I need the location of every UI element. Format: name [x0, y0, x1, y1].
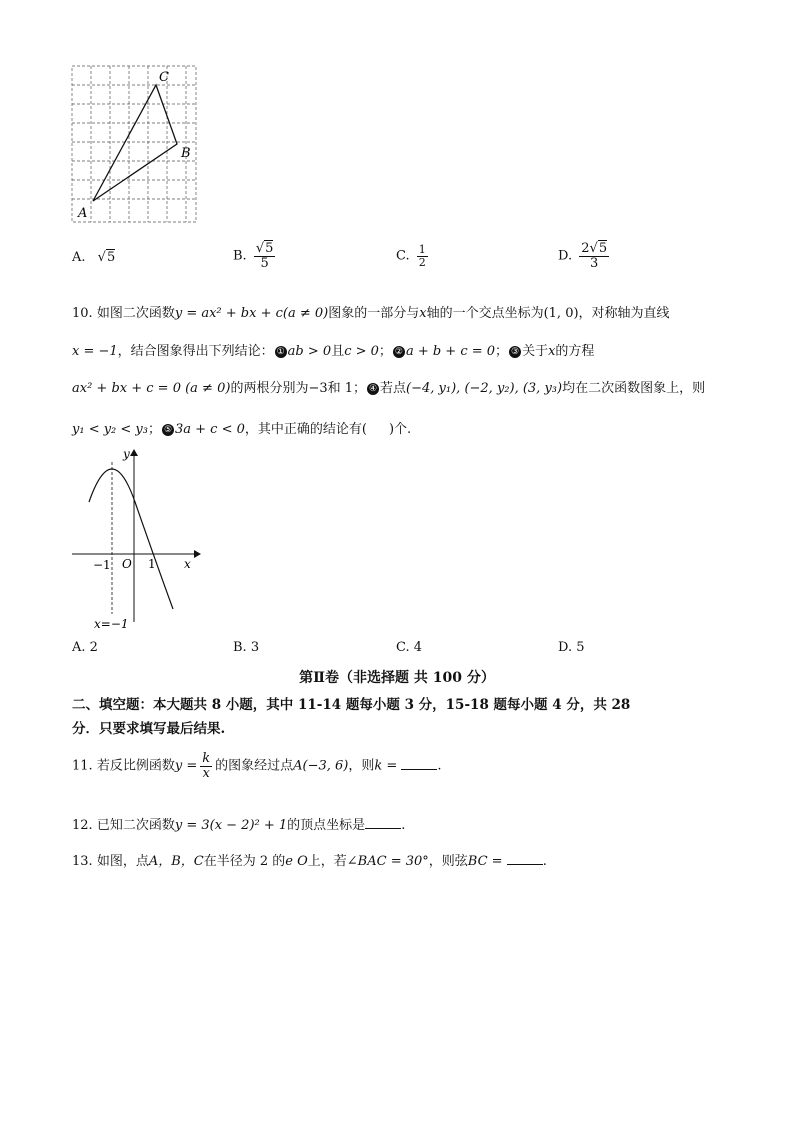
- points: A，B，C: [148, 854, 204, 869]
- inequality: c > 0: [344, 344, 379, 359]
- q10-option-b[interactable]: B. 3: [233, 640, 260, 655]
- question-number: 11.: [72, 758, 93, 774]
- q10-option-c[interactable]: C. 4: [396, 640, 423, 655]
- radicand: 5: [106, 250, 116, 265]
- text: 上，若: [307, 854, 347, 869]
- circled-number: ④: [368, 384, 378, 394]
- text: )个.: [388, 422, 412, 437]
- circled-number: ⑤: [163, 425, 173, 435]
- text: ，对称轴为直线: [578, 306, 670, 321]
- text: 且: [331, 344, 345, 359]
- circled-number: ①: [276, 347, 285, 357]
- question-11: [72, 752, 442, 780]
- symmetry-axis-label: x=−1: [94, 617, 129, 631]
- q10-option-d[interactable]: D. 5: [558, 640, 585, 655]
- text: ，则: [348, 758, 375, 774]
- q10-line-2: [72, 340, 594, 359]
- answer-blank[interactable]: [507, 852, 543, 865]
- sqrt-sign: √: [97, 250, 106, 265]
- q10-line-3: [72, 377, 705, 396]
- radicand: 5: [598, 241, 608, 256]
- q9-triangle-figure: [60, 60, 210, 230]
- point: A(−3, 6): [293, 758, 349, 774]
- text: 的方程: [555, 344, 595, 359]
- text: ，结合图象得出下列结论：: [117, 344, 274, 359]
- q9-option-d[interactable]: [558, 242, 612, 270]
- fraction: $\frac{2√5}{3}$: [581, 241, 608, 271]
- section-title: 第Ⅱ卷（非选择题 共 100 分）: [299, 670, 495, 686]
- fraction: $\frac{√5}{5}$: [255, 241, 274, 271]
- denominator: 5: [260, 255, 269, 271]
- text: 的图象经过点: [215, 758, 294, 774]
- y-axis-label: y: [123, 447, 130, 461]
- question-number: 10.: [72, 306, 93, 321]
- equation-lhs: y =: [174, 758, 198, 774]
- text: ，其中正确的结论有(: [244, 422, 367, 437]
- text: 的顶点坐标是: [287, 818, 366, 833]
- question-13: [72, 850, 547, 869]
- q9-option-a[interactable]: [72, 250, 115, 265]
- answer-blank[interactable]: [401, 757, 437, 770]
- inequality: y₁ < y₂ < y₃: [72, 422, 148, 437]
- x-axis-label: x: [184, 557, 191, 571]
- parabola-curve: [89, 469, 173, 609]
- variable: k =: [374, 758, 398, 774]
- equation: a + b + c = 0: [405, 344, 496, 359]
- equation: y = ax² + bx + c(a ≠ 0): [174, 306, 329, 321]
- triangle-abc: [93, 85, 177, 201]
- denominator: x: [202, 765, 210, 781]
- option-letter: A.: [72, 250, 86, 265]
- circled-number: ②: [394, 347, 403, 357]
- text: 若反比例函数: [96, 758, 175, 774]
- q9-option-c[interactable]: [396, 244, 431, 268]
- text: ；: [495, 344, 509, 359]
- text: ；: [147, 422, 161, 437]
- circle-label: e O: [285, 854, 308, 869]
- text: .: [401, 818, 406, 833]
- q10-line-4: [72, 418, 411, 437]
- fraction: [200, 752, 212, 780]
- inequality: 3a + c < 0: [175, 422, 245, 437]
- vertex-label-b: B: [181, 146, 191, 161]
- circled-number: ③: [511, 347, 520, 357]
- text: 和 1；: [327, 381, 367, 396]
- numerator: 1: [418, 243, 426, 256]
- text: 如图二次函数: [96, 306, 175, 321]
- section-heading-line-1: 二、填空题：本大题共 8 小题，其中 11-14 题每小题 3 分，15-18 题每小题 4 分，共 28: [72, 697, 631, 713]
- equation: y = 3(x − 2)² + 1: [174, 818, 288, 833]
- section-heading-line-2: 分．只要求填写最后结果.: [72, 721, 226, 737]
- text: 如图，点: [96, 854, 149, 869]
- origin-label: O: [122, 557, 132, 571]
- angle: ∠BAC = 30°: [346, 854, 429, 869]
- vertex-label-c: C: [159, 70, 169, 85]
- text: 轴的一个交点坐标为: [426, 306, 544, 321]
- tick-label-1: 1: [148, 557, 156, 571]
- point: (1, 0): [543, 306, 579, 321]
- chord: BC =: [467, 854, 503, 869]
- radicand: 5: [265, 241, 274, 256]
- text: .: [437, 758, 442, 774]
- text: 图象的一部分与: [328, 306, 420, 321]
- denominator: 3: [590, 255, 599, 271]
- text: 均在二次函数图象上，则: [562, 381, 706, 396]
- equation: x = −1: [72, 344, 118, 359]
- text: 在半径为 2 的: [203, 854, 286, 869]
- variable: x: [548, 344, 556, 359]
- tick-label-neg1: −1: [93, 558, 111, 572]
- text: .: [542, 854, 547, 869]
- answer-blank[interactable]: [365, 816, 401, 829]
- points: (−4, y₁), (−2, y₂), (3, y₃): [406, 381, 563, 396]
- text: 关于: [522, 344, 549, 359]
- q10-parabola-figure: [68, 444, 208, 634]
- equation: ax² + bx + c = 0 (a ≠ 0): [72, 381, 231, 396]
- option-letter: D.: [558, 248, 573, 264]
- option-letter: C.: [396, 248, 410, 264]
- question-12: [72, 814, 405, 833]
- variable: x: [419, 306, 427, 321]
- inequality: ab > 0: [287, 344, 332, 359]
- q9-option-b[interactable]: [233, 242, 278, 270]
- text: 若点: [380, 381, 407, 396]
- vertex-label-a: A: [78, 206, 88, 221]
- q10-option-a[interactable]: A. 2: [72, 640, 98, 655]
- q10-line-1: [72, 302, 670, 321]
- option-letter: B.: [233, 248, 247, 264]
- fraction: [417, 244, 428, 268]
- denominator: 2: [418, 255, 426, 269]
- question-number: 12.: [72, 818, 93, 833]
- root: −3: [308, 381, 328, 396]
- question-number: 13.: [72, 854, 93, 869]
- numerator: k: [202, 751, 211, 766]
- text: 的两根分别为: [230, 381, 309, 396]
- text: ，则弦: [428, 854, 468, 869]
- text: 已知二次函数: [96, 818, 175, 833]
- text: ；: [378, 344, 392, 359]
- coefficient: 2: [581, 241, 590, 256]
